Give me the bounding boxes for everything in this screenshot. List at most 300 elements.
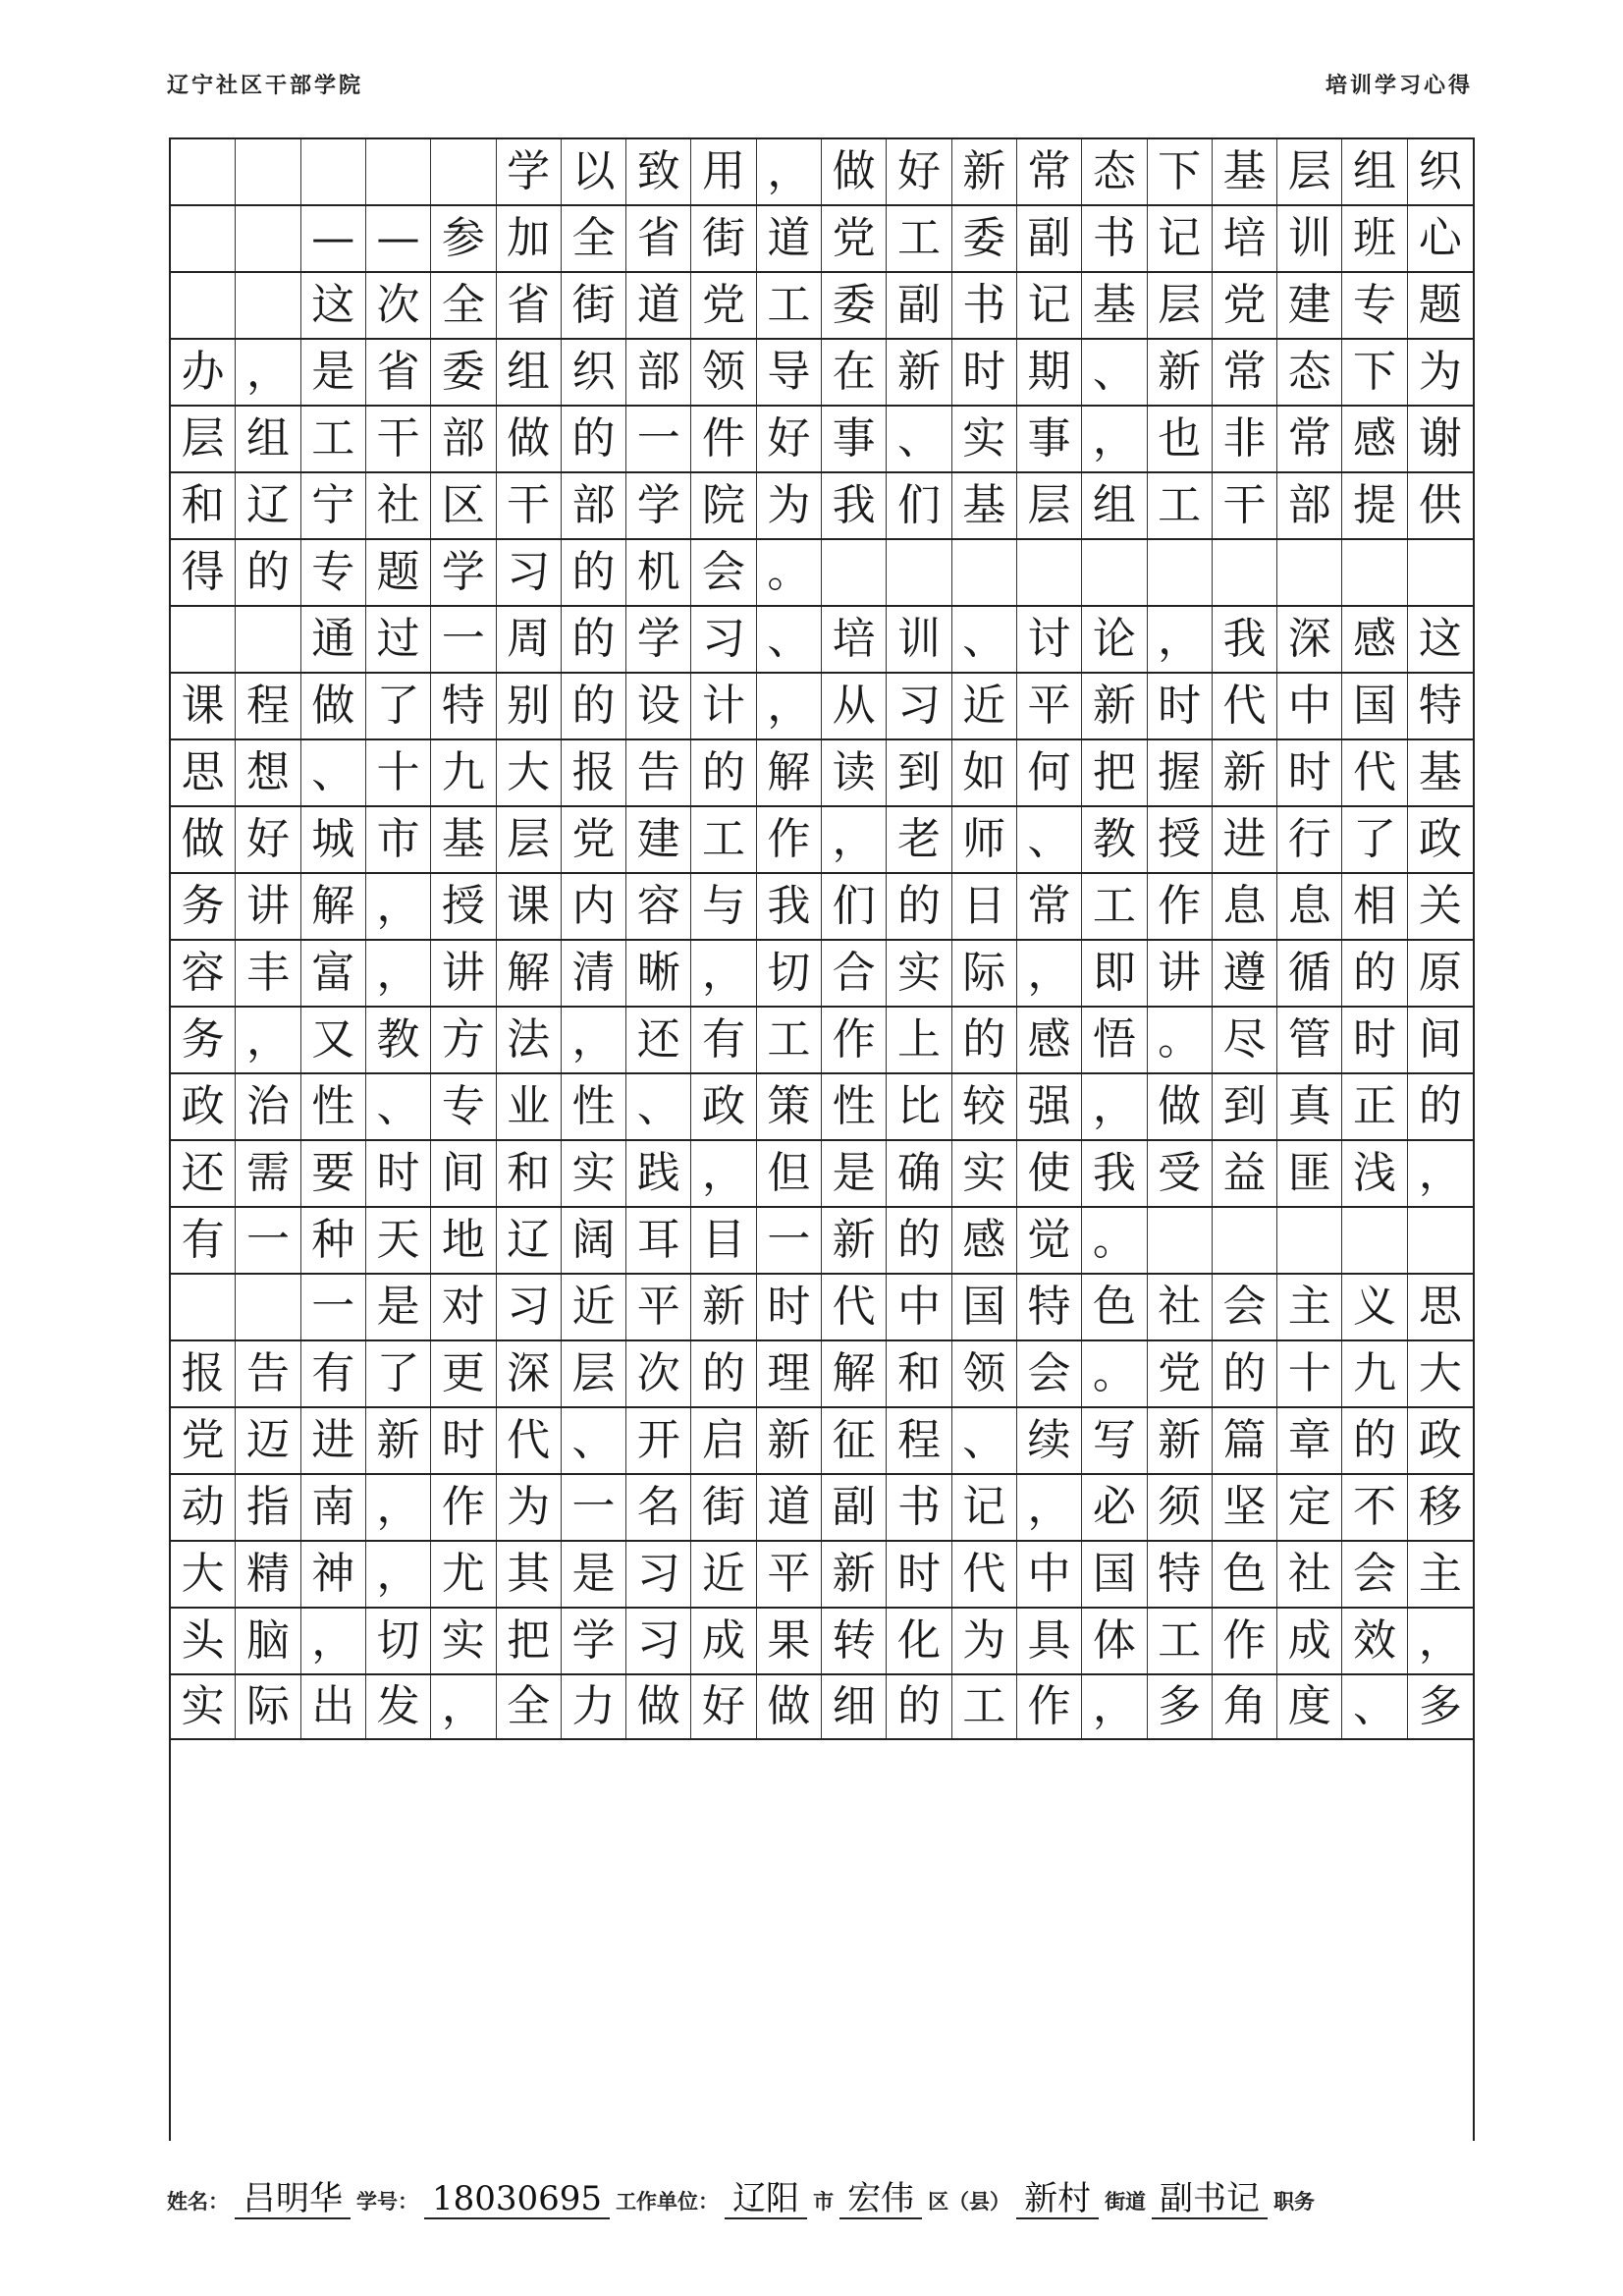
grid-cell: 浅 bbox=[1342, 1141, 1407, 1206]
grid-cell: 在 bbox=[822, 340, 887, 405]
grid-cell: 好 bbox=[691, 1675, 756, 1738]
grid-cell: 教 bbox=[366, 1008, 431, 1072]
grid-cell bbox=[1277, 540, 1342, 605]
grid-cell: 践 bbox=[626, 1141, 691, 1206]
grid-cell: 为 bbox=[497, 1475, 562, 1540]
grid-cell: 天 bbox=[366, 1208, 431, 1273]
grid-cell: 特 bbox=[1418, 681, 1462, 731]
grid-cell: 进 bbox=[1213, 807, 1277, 872]
grid-cell: 出 bbox=[301, 1675, 366, 1738]
grid-cell: 到 bbox=[887, 740, 951, 805]
grid-cell: 间 bbox=[1418, 1014, 1462, 1065]
grid-cell: 间 bbox=[431, 1141, 496, 1206]
grid-cell: ， bbox=[1082, 1675, 1147, 1738]
grid-cell: 学 bbox=[626, 607, 691, 672]
grid-cell: 有 bbox=[301, 1341, 366, 1406]
grid-cell: 策 bbox=[757, 1074, 822, 1139]
grid-cell: ， bbox=[1418, 1615, 1462, 1666]
grid-cell: 了 bbox=[366, 1341, 431, 1406]
text-line bbox=[171, 1006, 1473, 1072]
grid-cell: 不 bbox=[1342, 1475, 1407, 1540]
grid-cell: 提 bbox=[1342, 473, 1407, 538]
grid-cell: 力 bbox=[562, 1675, 626, 1738]
grid-cell: 非 bbox=[1213, 407, 1277, 471]
grid-cell: 特 bbox=[431, 674, 496, 738]
grid-cell: 和 bbox=[887, 1341, 951, 1406]
grid-cell: 作 bbox=[431, 1475, 496, 1540]
grid-cell: ， bbox=[431, 1675, 496, 1738]
grid-cell: 做 bbox=[497, 407, 562, 471]
grid-cell: 做 bbox=[822, 139, 887, 204]
grid-cell: 政 bbox=[1418, 814, 1462, 864]
grid-cell: 道 bbox=[626, 273, 691, 338]
grid-cell: 城 bbox=[301, 807, 366, 872]
grid-cell: 用 bbox=[691, 139, 756, 204]
grid-cell: 务 bbox=[171, 1008, 236, 1072]
grid-cell: 。 bbox=[1148, 1008, 1213, 1072]
grid-cell: 十 bbox=[366, 740, 431, 805]
grid-cell: 征 bbox=[822, 1408, 887, 1473]
grid-cell: 作 bbox=[757, 807, 822, 872]
grid-cell: 我 bbox=[1213, 607, 1277, 672]
grid-cell: 专 bbox=[301, 540, 366, 605]
grid-cell: 干 bbox=[1213, 473, 1277, 538]
work-unit-label: 工作单位： bbox=[616, 2190, 720, 2214]
grid-cell: 态 bbox=[1277, 340, 1342, 405]
grid-cell: 丰 bbox=[236, 941, 300, 1006]
grid-cell: 次 bbox=[366, 273, 431, 338]
grid-cell: 清 bbox=[562, 941, 626, 1006]
position-label: 职务 bbox=[1273, 2190, 1316, 2214]
grid-cell: 际 bbox=[952, 941, 1017, 1006]
grid-cell: 何 bbox=[1017, 740, 1082, 805]
grid-cell: 解 bbox=[757, 740, 822, 805]
name-value: 吕明华 bbox=[235, 2181, 351, 2219]
grid-cell: 师 bbox=[952, 807, 1017, 872]
grid-cell: ， bbox=[301, 1609, 366, 1673]
grid-cell: 态 bbox=[1082, 139, 1147, 204]
grid-cell: 地 bbox=[431, 1208, 496, 1273]
city-value: 辽阳 bbox=[725, 2181, 807, 2219]
grid-cell: 办 bbox=[171, 340, 236, 405]
grid-cell: 常 bbox=[1277, 407, 1342, 471]
grid-cell: 这 bbox=[301, 273, 366, 338]
grid-cell: 的 bbox=[562, 674, 626, 738]
grid-cell bbox=[236, 206, 300, 271]
grid-cell: 新 bbox=[887, 340, 951, 405]
grid-cell: 的 bbox=[691, 740, 756, 805]
grid-cell: 习 bbox=[887, 674, 951, 738]
grid-cell: 件 bbox=[691, 407, 756, 471]
grid-cell bbox=[1408, 540, 1473, 605]
grid-cell bbox=[236, 273, 300, 338]
grid-cell: 基 bbox=[1418, 747, 1462, 797]
grid-cell: 省 bbox=[626, 206, 691, 271]
grid-cell bbox=[431, 139, 496, 204]
grid-cell: 近 bbox=[691, 1542, 756, 1607]
grid-cell: 新 bbox=[691, 1275, 756, 1339]
grid-cell bbox=[1148, 540, 1213, 605]
grid-cell: 成 bbox=[691, 1609, 756, 1673]
grid-cell: 基 bbox=[431, 807, 496, 872]
grid-cell: 部 bbox=[626, 340, 691, 405]
grid-cell: 记 bbox=[952, 1475, 1017, 1540]
grid-cell: 内 bbox=[562, 874, 626, 939]
grid-cell: 色 bbox=[1213, 1542, 1277, 1607]
grid-cell: 指 bbox=[236, 1475, 300, 1540]
grid-cell: 写 bbox=[1082, 1408, 1147, 1473]
grid-cell: 性 bbox=[822, 1074, 887, 1139]
grid-cell: 南 bbox=[301, 1475, 366, 1540]
grid-cell: 、 bbox=[1082, 340, 1147, 405]
grid-cell: 实 bbox=[431, 1609, 496, 1673]
grid-cell: 解 bbox=[822, 1341, 887, 1406]
grid-cell: 国 bbox=[952, 1275, 1017, 1339]
grid-cell: ， bbox=[691, 1141, 756, 1206]
grid-cell: ， bbox=[562, 1008, 626, 1072]
grid-cell: 层 bbox=[171, 407, 236, 471]
grid-cell: 、 bbox=[366, 1074, 431, 1139]
grid-cell: 供 bbox=[1418, 480, 1462, 530]
text-line bbox=[171, 605, 1473, 672]
grid-cell bbox=[1277, 1208, 1342, 1273]
grid-cell: 度 bbox=[1277, 1675, 1342, 1738]
grid-cell: 通 bbox=[301, 607, 366, 672]
grid-rows bbox=[171, 137, 1473, 1740]
grid-cell: 作 bbox=[1148, 874, 1213, 939]
grid-cell: ， bbox=[1148, 607, 1213, 672]
grid-cell: 到 bbox=[1213, 1074, 1277, 1139]
grid-cell: 息 bbox=[1213, 874, 1277, 939]
grid-cell: 记 bbox=[1148, 206, 1213, 271]
text-line bbox=[171, 1139, 1473, 1206]
grid-cell: 做 bbox=[171, 807, 236, 872]
grid-cell: 转 bbox=[822, 1609, 887, 1673]
grid-cell: 和 bbox=[171, 473, 236, 538]
grid-cell: 党 bbox=[1148, 1341, 1213, 1406]
grid-cell: 一 bbox=[301, 1275, 366, 1339]
grid-cell: ， bbox=[366, 1475, 431, 1540]
text-line bbox=[171, 1540, 1473, 1607]
grid-cell: 、 bbox=[626, 1074, 691, 1139]
grid-cell: 辽 bbox=[497, 1208, 562, 1273]
grid-cell: 题 bbox=[366, 540, 431, 605]
grid-cell: 街 bbox=[691, 1475, 756, 1540]
grid-cell: 时 bbox=[431, 1408, 496, 1473]
name-label: 姓名： bbox=[167, 2190, 229, 2214]
grid-cell: 合 bbox=[822, 941, 887, 1006]
grid-cell: 使 bbox=[1017, 1141, 1082, 1206]
grid-cell: 解 bbox=[301, 874, 366, 939]
grid-cell: 下 bbox=[1148, 139, 1213, 204]
grid-cell: 新 bbox=[822, 1542, 887, 1607]
text-line bbox=[171, 338, 1473, 405]
grid-cell: 细 bbox=[822, 1675, 887, 1738]
grid-cell: 益 bbox=[1213, 1141, 1277, 1206]
grid-cell: 工 bbox=[301, 407, 366, 471]
grid-cell: 部 bbox=[562, 473, 626, 538]
grid-cell: 平 bbox=[1017, 674, 1082, 738]
grid-cell: 移 bbox=[1418, 1482, 1462, 1532]
grid-cell: 九 bbox=[1342, 1341, 1407, 1406]
grid-cell: 必 bbox=[1082, 1475, 1147, 1540]
grid-cell: 角 bbox=[1213, 1675, 1277, 1738]
grid-cell: ， bbox=[1082, 407, 1147, 471]
text-line bbox=[171, 939, 1473, 1006]
grid-cell: 这 bbox=[1418, 614, 1462, 664]
grid-cell: 论 bbox=[1082, 607, 1147, 672]
grid-cell: 又 bbox=[301, 1008, 366, 1072]
grid-cell: 中 bbox=[1277, 674, 1342, 738]
grid-cell: 基 bbox=[1213, 139, 1277, 204]
grid-cell: 与 bbox=[691, 874, 756, 939]
grid-cell: 把 bbox=[1082, 740, 1147, 805]
grid-cell: 头 bbox=[171, 1609, 236, 1673]
grid-cell: 程 bbox=[887, 1408, 951, 1473]
grid-cell: 为 bbox=[1418, 347, 1462, 397]
grid-cell: 时 bbox=[1342, 1008, 1407, 1072]
grid-cell: 的 bbox=[562, 407, 626, 471]
grid-cell: 、 bbox=[301, 740, 366, 805]
grid-cell: 行 bbox=[1277, 807, 1342, 872]
text-line bbox=[171, 1339, 1473, 1406]
grid-cell: 主 bbox=[1418, 1549, 1462, 1599]
grid-cell: ， bbox=[1418, 1148, 1462, 1198]
grid-cell: 参 bbox=[431, 206, 496, 271]
grid-cell: 层 bbox=[562, 1341, 626, 1406]
grid-cell bbox=[1342, 1208, 1407, 1273]
grid-cell: 、 bbox=[952, 607, 1017, 672]
grid-cell: 神 bbox=[301, 1542, 366, 1607]
grid-cell: 主 bbox=[1277, 1275, 1342, 1339]
grid-cell bbox=[1213, 1208, 1277, 1273]
grid-cell: 书 bbox=[887, 1475, 951, 1540]
grid-cell: ， bbox=[236, 340, 300, 405]
grid-cell: 把 bbox=[497, 1609, 562, 1673]
grid-cell: 还 bbox=[626, 1008, 691, 1072]
grid-cell: 遵 bbox=[1213, 941, 1277, 1006]
grid-cell: 习 bbox=[497, 540, 562, 605]
grid-cell: 导 bbox=[757, 340, 822, 405]
grid-cell: 讨 bbox=[1017, 607, 1082, 672]
grid-cell bbox=[887, 540, 951, 605]
grid-cell: 尽 bbox=[1213, 1008, 1277, 1072]
grid-cell: 大 bbox=[1418, 1348, 1462, 1398]
grid-cell: 训 bbox=[1277, 206, 1342, 271]
grid-cell: 有 bbox=[691, 1008, 756, 1072]
grid-cell: 切 bbox=[757, 941, 822, 1006]
grid-cell: 中 bbox=[887, 1275, 951, 1339]
grid-cell: 的 bbox=[562, 607, 626, 672]
text-line bbox=[171, 1406, 1473, 1473]
grid-cell: 课 bbox=[497, 874, 562, 939]
grid-cell: 的 bbox=[236, 540, 300, 605]
grid-cell: 从 bbox=[822, 674, 887, 738]
grid-cell bbox=[236, 1275, 300, 1339]
grid-cell: 讲 bbox=[236, 874, 300, 939]
grid-cell: 的 bbox=[1342, 941, 1407, 1006]
grid-cell: 体 bbox=[1082, 1609, 1147, 1673]
text-line bbox=[171, 137, 1473, 204]
grid-cell: 握 bbox=[1148, 740, 1213, 805]
grid-cell: 工 bbox=[887, 206, 951, 271]
grid-cell bbox=[236, 607, 300, 672]
grid-cell: 。 bbox=[757, 540, 822, 605]
grid-cell: 启 bbox=[691, 1408, 756, 1473]
grid-cell: 党 bbox=[562, 807, 626, 872]
grid-cell: 果 bbox=[757, 1609, 822, 1673]
grid-cell: 效 bbox=[1342, 1609, 1407, 1673]
grid-cell: 代 bbox=[952, 1542, 1017, 1607]
grid-cell bbox=[236, 139, 300, 204]
grid-cell: 常 bbox=[1017, 139, 1082, 204]
grid-cell bbox=[952, 540, 1017, 605]
grid-cell: 脑 bbox=[236, 1609, 300, 1673]
grid-cell: 切 bbox=[366, 1609, 431, 1673]
grid-cell: 新 bbox=[1213, 740, 1277, 805]
text-line bbox=[171, 1607, 1473, 1673]
page-header bbox=[167, 69, 1473, 108]
grid-cell: 管 bbox=[1277, 1008, 1342, 1072]
grid-cell: 近 bbox=[952, 674, 1017, 738]
grid-cell: 十 bbox=[1277, 1341, 1342, 1406]
grid-cell: 织 bbox=[562, 340, 626, 405]
grid-cell: 感 bbox=[1342, 407, 1407, 471]
grid-cell: 的 bbox=[1418, 1081, 1462, 1131]
student-id-label: 学号： bbox=[356, 2190, 418, 2214]
grid-cell: 感 bbox=[952, 1208, 1017, 1273]
grid-cell: 一 bbox=[757, 1208, 822, 1273]
grid-cell: 工 bbox=[1148, 1609, 1213, 1673]
grid-cell: 大 bbox=[171, 1542, 236, 1607]
grid-cell: 街 bbox=[562, 273, 626, 338]
grid-cell: 章 bbox=[1277, 1408, 1342, 1473]
text-line bbox=[171, 405, 1473, 471]
grid-cell: 平 bbox=[757, 1542, 822, 1607]
grid-cell: 一 bbox=[236, 1208, 300, 1273]
grid-cell: 还 bbox=[171, 1141, 236, 1206]
grid-cell: 有 bbox=[171, 1208, 236, 1273]
grid-cell: 部 bbox=[1277, 473, 1342, 538]
grid-cell: 代 bbox=[497, 1408, 562, 1473]
grid-cell: 干 bbox=[366, 407, 431, 471]
grid-cell: 一 bbox=[562, 1475, 626, 1540]
grid-cell: 领 bbox=[952, 1341, 1017, 1406]
grid-cell: 老 bbox=[887, 807, 951, 872]
grid-cell: 讲 bbox=[1148, 941, 1213, 1006]
grid-cell: 悟 bbox=[1082, 1008, 1147, 1072]
grid-cell: 精 bbox=[236, 1542, 300, 1607]
grid-cell bbox=[366, 139, 431, 204]
grid-cell: 晰 bbox=[626, 941, 691, 1006]
grid-cell: 深 bbox=[1277, 607, 1342, 672]
grid-cell: 课 bbox=[171, 674, 236, 738]
grid-cell: ， bbox=[366, 1542, 431, 1607]
institution-name: 辽宁社区干部学院 bbox=[167, 74, 364, 98]
grid-cell: ， bbox=[366, 874, 431, 939]
grid-cell: 政 bbox=[691, 1074, 756, 1139]
grid-cell: 习 bbox=[626, 1609, 691, 1673]
grid-cell: 得 bbox=[171, 540, 236, 605]
grid-cell: 循 bbox=[1277, 941, 1342, 1006]
text-line bbox=[171, 538, 1473, 605]
grid-cell: — bbox=[366, 206, 431, 271]
grid-cell: 实 bbox=[562, 1141, 626, 1206]
grid-cell: 但 bbox=[757, 1141, 822, 1206]
grid-cell: 新 bbox=[952, 139, 1017, 204]
grid-cell: 作 bbox=[1017, 1675, 1082, 1738]
grid-cell: 副 bbox=[822, 1475, 887, 1540]
grid-cell: 建 bbox=[1277, 273, 1342, 338]
grid-cell: 。 bbox=[1082, 1341, 1147, 1406]
grid-cell: 学 bbox=[562, 1609, 626, 1673]
district-label: 区（县） bbox=[928, 2190, 1011, 2214]
grid-cell: 好 bbox=[887, 139, 951, 204]
grid-cell: 们 bbox=[887, 473, 951, 538]
grid-cell: 作 bbox=[1213, 1609, 1277, 1673]
city-label: 市 bbox=[813, 2190, 835, 2214]
grid-cell: 了 bbox=[366, 674, 431, 738]
grid-cell: 深 bbox=[497, 1341, 562, 1406]
grid-cell: 工 bbox=[1148, 473, 1213, 538]
text-line bbox=[171, 1673, 1473, 1740]
grid-cell bbox=[1017, 540, 1082, 605]
grid-cell: 党 bbox=[1213, 273, 1277, 338]
grid-cell: 道 bbox=[757, 206, 822, 271]
grid-cell: — bbox=[301, 206, 366, 271]
grid-cell: 是 bbox=[822, 1141, 887, 1206]
grid-cell bbox=[1082, 540, 1147, 605]
grid-cell: 我 bbox=[757, 874, 822, 939]
document-type: 培训学习心得 bbox=[1325, 74, 1473, 98]
grid-cell: 组 bbox=[1342, 139, 1407, 204]
grid-cell: 新 bbox=[822, 1208, 887, 1273]
grid-cell: 时 bbox=[757, 1275, 822, 1339]
grid-cell: 近 bbox=[562, 1275, 626, 1339]
grid-cell: 基 bbox=[952, 473, 1017, 538]
grid-cell: 谢 bbox=[1418, 413, 1462, 464]
grid-cell: 我 bbox=[822, 473, 887, 538]
street-value: 新村 bbox=[1016, 2181, 1099, 2219]
student-id-value: 18030695 bbox=[424, 2181, 610, 2219]
grid-cell: 进 bbox=[301, 1408, 366, 1473]
grid-cell: 副 bbox=[887, 273, 951, 338]
grid-cell: 社 bbox=[1148, 1275, 1213, 1339]
grid-cell: 其 bbox=[497, 1542, 562, 1607]
position-value: 副书记 bbox=[1152, 2181, 1268, 2219]
grid-cell: 会 bbox=[691, 540, 756, 605]
grid-cell: 即 bbox=[1082, 941, 1147, 1006]
grid-cell: 须 bbox=[1148, 1475, 1213, 1540]
grid-cell: 层 bbox=[1017, 473, 1082, 538]
grid-cell: 委 bbox=[952, 206, 1017, 271]
grid-cell: 副 bbox=[1017, 206, 1082, 271]
grid-cell: 做 bbox=[301, 674, 366, 738]
grid-cell: 党 bbox=[171, 1408, 236, 1473]
grid-cell: 过 bbox=[366, 607, 431, 672]
grid-cell: 新 bbox=[366, 1408, 431, 1473]
grid-cell: 的 bbox=[691, 1341, 756, 1406]
grid-cell: 全 bbox=[562, 206, 626, 271]
grid-cell: 续 bbox=[1017, 1408, 1082, 1473]
grid-cell: 的 bbox=[562, 540, 626, 605]
grid-cell: 组 bbox=[236, 407, 300, 471]
grid-cell: 业 bbox=[497, 1074, 562, 1139]
grid-cell: 对 bbox=[431, 1275, 496, 1339]
grid-cell: 义 bbox=[1342, 1275, 1407, 1339]
grid-cell: 大 bbox=[497, 740, 562, 805]
grid-cell: 培 bbox=[1213, 206, 1277, 271]
